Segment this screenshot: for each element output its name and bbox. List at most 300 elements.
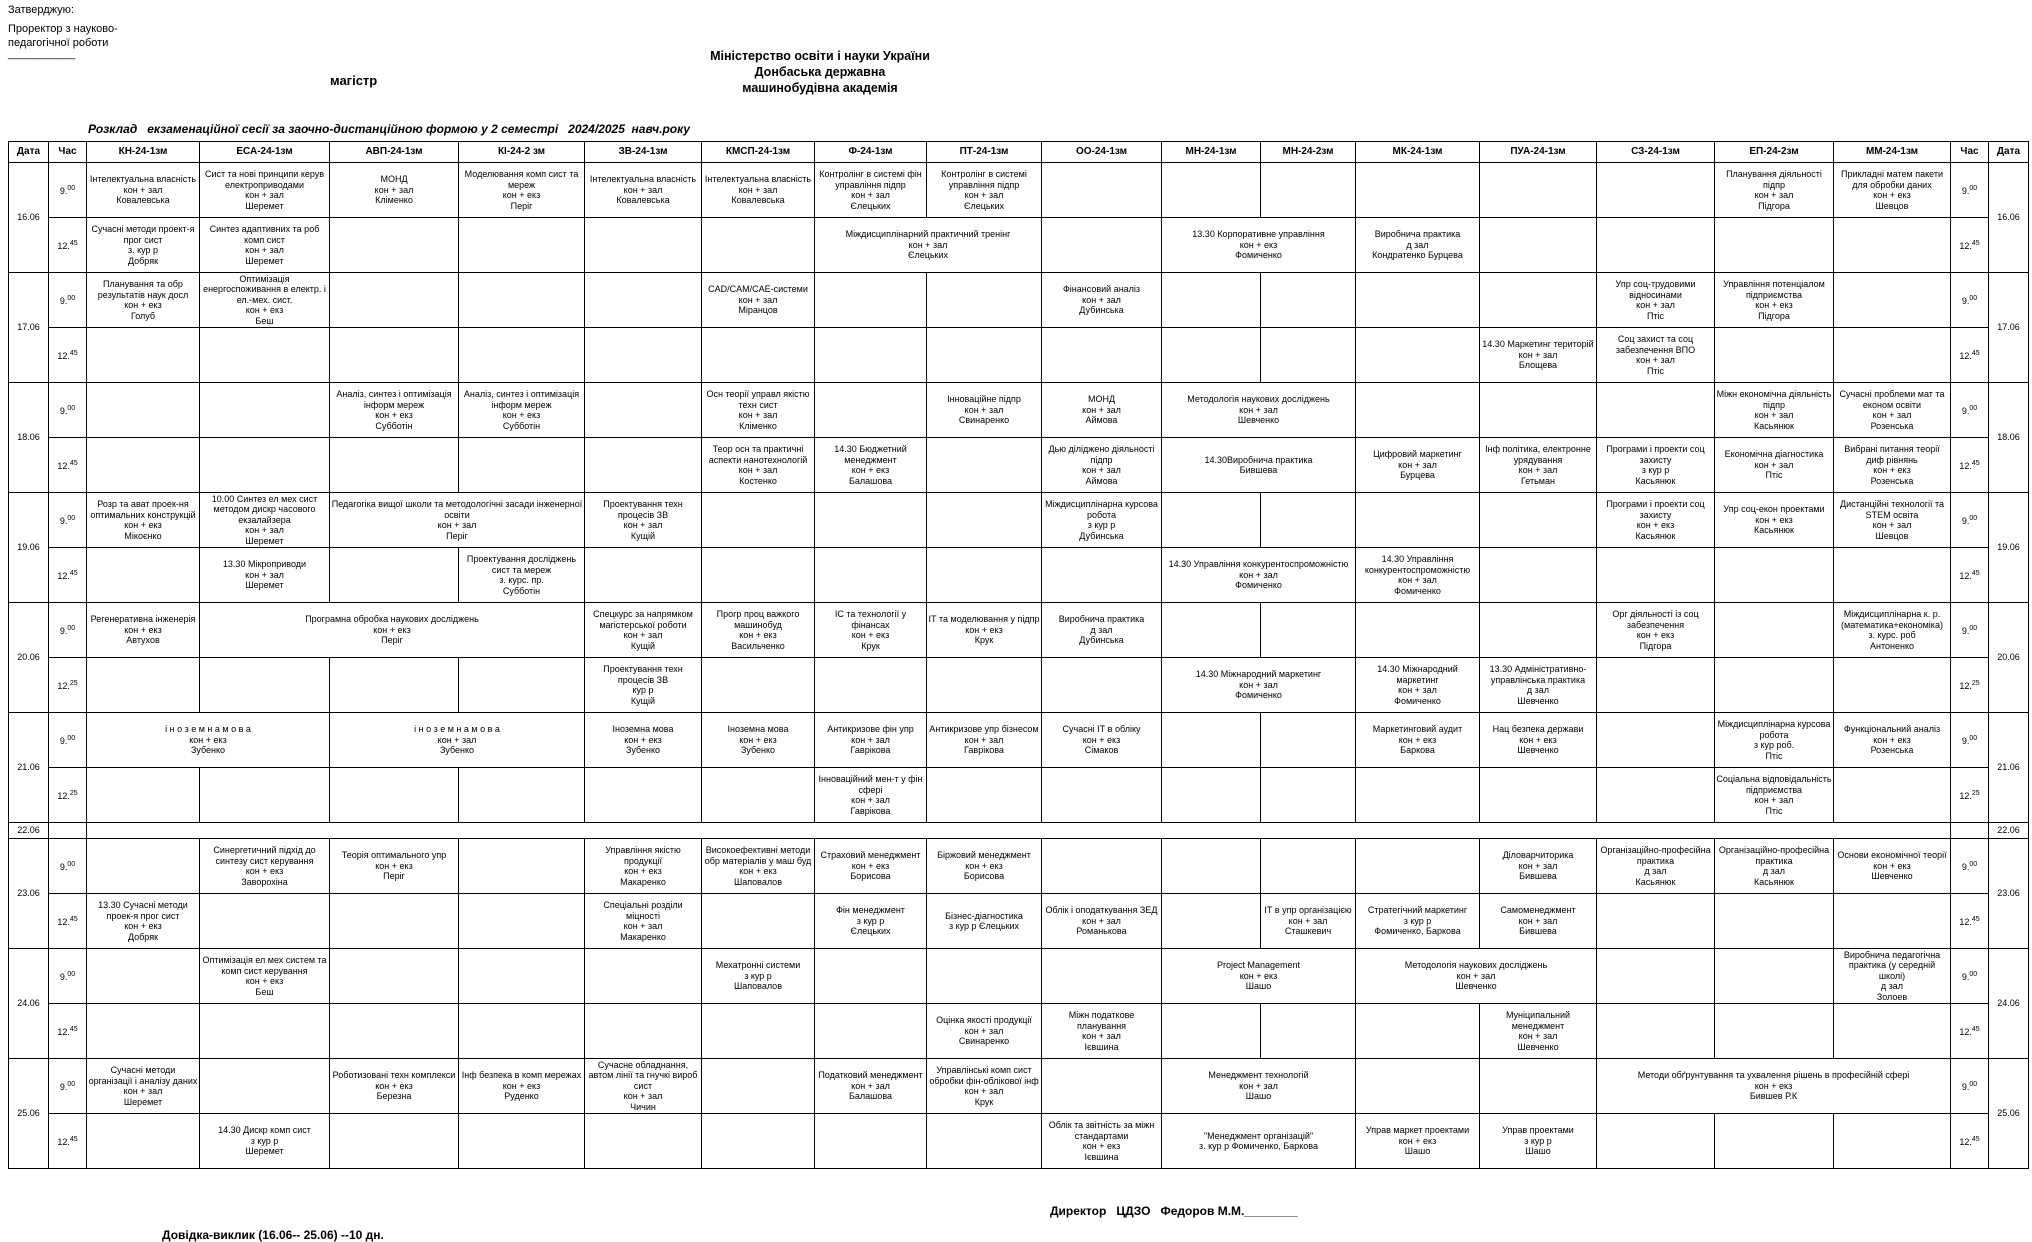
schedule-cell: [815, 548, 927, 603]
schedule-cell: [1042, 713, 1162, 768]
schedule-cell-line: кон + зал: [245, 190, 284, 200]
schedule-cell-line: Менеджмент технологій: [1208, 1070, 1309, 1081]
schedule-cell: [585, 894, 702, 949]
academy-name-line1: Донбаська державна: [754, 65, 886, 79]
schedule-cell: [815, 438, 927, 493]
schedule-cell: [330, 894, 459, 949]
schedule-cell: [200, 603, 585, 658]
schedule-cell-line: кон + зал: [1398, 685, 1437, 695]
schedule-cell: [1597, 658, 1715, 713]
schedule-cell: [1162, 1114, 1356, 1169]
schedule-cell-line: кон + зал: [123, 1086, 163, 1096]
schedule-cell-line: Фінансовий аналіз: [1062, 284, 1141, 295]
header-group-5: КМСП-24-1зм: [702, 142, 815, 163]
exam-schedule-table: [8, 141, 2029, 1169]
schedule-cell-line: МОНД: [380, 174, 408, 185]
schedule-cell-line: кон + екз: [1873, 860, 1911, 871]
schedule-cell: [1042, 1004, 1162, 1059]
schedule-cell-line: Іноземна мова: [612, 724, 674, 735]
schedule-cell: [927, 894, 1042, 949]
schedule-cell: [1834, 839, 1951, 894]
schedule-cell-line: Бізнес-діагностика: [945, 910, 1023, 921]
schedule-cell: [330, 1059, 459, 1114]
time-value: 12.: [57, 570, 70, 581]
schedule-cell: [1715, 1004, 1834, 1059]
schedule-cell-line: Моделювання комп сист та мереж: [464, 169, 579, 190]
schedule-cell: [1597, 839, 1715, 894]
schedule-cell-line: Кліменко: [375, 195, 413, 206]
time-minutes: 00: [1969, 624, 1978, 632]
schedule-cell-line: Основи економічної теорії: [1837, 850, 1947, 861]
time-cell-right: [1951, 328, 1989, 383]
schedule-cell-line: Проектування техн процесів ЗВ: [603, 499, 683, 520]
schedule-cell-line: кон + екз: [124, 921, 162, 931]
schedule-cell-line: Маркетинговий аудит: [1372, 724, 1463, 735]
schedule-cell-line: кон + зал: [245, 245, 284, 255]
schedule-cell: [585, 603, 702, 658]
schedule-cell: [815, 328, 927, 383]
table-row: [9, 548, 2029, 603]
time-minutes: 25: [1971, 789, 1980, 797]
schedule-cell-line: д зал: [1880, 981, 1904, 992]
schedule-cell: [1834, 949, 1951, 1004]
schedule-cell: [87, 273, 200, 328]
schedule-cell-line: Програмна обробка наукових досліджень: [305, 614, 479, 625]
schedule-cell-line: д зал: [1644, 866, 1667, 876]
time-value: 9.: [59, 1081, 68, 1092]
schedule-cell: [459, 768, 585, 823]
time-cell-left: [49, 548, 87, 603]
date-cell-right: 19.06: [1989, 493, 2029, 603]
time-value: 9.: [1961, 861, 1970, 872]
table-row: [9, 1004, 2029, 1059]
schedule-cell-line: Шевченко: [1871, 871, 1913, 882]
time-value: 9.: [59, 735, 68, 746]
schedule-cell: [1480, 163, 1597, 218]
time-value: 12.: [1959, 460, 1972, 471]
schedule-cell: [1480, 768, 1597, 823]
schedule-cell: [87, 949, 200, 1004]
schedule-cell-line: кон + зал: [1082, 465, 1121, 475]
schedule-cell-line: кон + зал: [1398, 459, 1437, 470]
schedule-cell-line: 14.30 Міжнародний маркетинг: [1377, 664, 1458, 685]
time-value: 12.: [57, 350, 70, 361]
schedule-cell: [200, 1004, 330, 1059]
schedule-cell: [702, 839, 815, 894]
time-minutes: 45: [69, 239, 78, 247]
schedule-cell-line: Спеціальні розділи міцності: [603, 900, 683, 921]
schedule-cell-line: Птіс: [1765, 805, 1783, 816]
schedule-cell-line: Мікоєнко: [124, 530, 162, 541]
time-minutes: 25: [69, 679, 78, 687]
schedule-cell: [459, 894, 585, 949]
schedule-cell: [1356, 218, 1480, 273]
schedule-cell: [1480, 1059, 1597, 1114]
schedule-cell: [1356, 894, 1480, 949]
schedule-cell-line: Єлецьких: [963, 200, 1005, 211]
schedule-cell-line: Гаврікова: [850, 745, 891, 756]
schedule-cell-line: Шевченко: [1455, 981, 1497, 992]
schedule-cell-line: Інф політика, електронне урядування: [1485, 444, 1591, 465]
schedule-cell-line: кон + зал: [738, 294, 778, 305]
schedule-cell-line: Аймова: [1085, 415, 1118, 426]
schedule-cell-line: кон + екз: [375, 410, 413, 420]
time-minutes: 00: [67, 734, 76, 742]
schedule-cell-line: кон + екз: [124, 300, 162, 310]
schedule-cell-line: Шевцов: [1875, 530, 1909, 541]
schedule-cell-line: кон + екз: [1398, 1135, 1437, 1146]
schedule-cell: [1480, 548, 1597, 603]
schedule-cell: [1356, 273, 1480, 328]
schedule-cell-line: Сучасне обладнання, автом лінії та гнучкі вироб сист: [588, 1059, 698, 1091]
time-value: 9.: [1961, 1081, 1970, 1092]
schedule-cell: [87, 658, 200, 713]
schedule-cell: [1042, 218, 1162, 273]
schedule-cell: [927, 1114, 1042, 1169]
schedule-cell: [1834, 603, 1951, 658]
schedule-cell-line: Фомиченко: [1394, 695, 1441, 706]
schedule-cell-line: Фомиченко: [1235, 250, 1282, 261]
schedule-cell: [200, 658, 330, 713]
time-cell-right: [1951, 713, 1989, 768]
schedule-cell: [87, 713, 330, 768]
schedule-cell: [585, 273, 702, 328]
schedule-cell: [1356, 1059, 1480, 1114]
time-cell-left: [49, 658, 87, 713]
schedule-cell-line: Інф безпека в комп мережах: [461, 1070, 582, 1081]
schedule-cell-line: Соціальна відповідальність підприємства: [1716, 774, 1832, 795]
header-group-6: Ф-24-1зм: [815, 142, 927, 163]
schedule-cell: [1356, 658, 1480, 713]
table-body: [9, 163, 2029, 1169]
schedule-cell-line: 14.30 Маркетинг територій: [1482, 339, 1594, 350]
header-time: Час: [49, 142, 87, 163]
schedule-cell-line: кон + зал: [1754, 190, 1794, 200]
table-row: [9, 438, 2029, 493]
schedule-cell-line: кон + екз: [851, 465, 890, 475]
schedule-cell-line: Методологія наукових досліджень: [1404, 960, 1548, 971]
schedule-cell: [1480, 658, 1597, 713]
schedule-cell: [87, 1059, 200, 1114]
schedule-cell: [1597, 713, 1715, 768]
schedule-cell-line: Управлінські комп сист обробки фін-облікової інф: [929, 1065, 1039, 1086]
table-row: [9, 713, 2029, 768]
schedule-cell: [585, 218, 702, 273]
schedule-cell-line: Касьянюк: [1754, 525, 1794, 536]
schedule-cell: [1715, 1114, 1834, 1169]
schedule-cell: [1715, 493, 1834, 548]
schedule-cell-line: Облік та звітність за міжн стандартами: [1048, 1120, 1155, 1141]
date-cell: 17.06: [9, 273, 49, 383]
schedule-cell: [1597, 768, 1715, 823]
schedule-cell: [1042, 1059, 1162, 1114]
schedule-cell-line: Організаційно-професійна практика: [1600, 845, 1711, 866]
schedule-cell-line: Підгора: [1758, 310, 1790, 321]
date-cell: 23.06: [9, 839, 49, 949]
header-group-7: ПТ-24-1зм: [927, 142, 1042, 163]
header-group-12: ПУА-24-1зм: [1480, 142, 1597, 163]
schedule-cell: [1042, 328, 1162, 383]
schedule-cell-line: Розенська: [1870, 475, 1914, 486]
schedule-cell-line: Теор осн та практичні аспекти нанотехнологій: [708, 444, 808, 465]
time-minutes: 45: [1971, 349, 1980, 357]
time-cell-left: [49, 1004, 87, 1059]
schedule-cell: [927, 839, 1042, 894]
schedule-cell: [200, 1114, 330, 1169]
schedule-cell: [1597, 1114, 1715, 1169]
schedule-cell-line: Шеремет: [245, 1146, 284, 1157]
schedule-cell-line: Шевцов: [1875, 200, 1909, 211]
schedule-cell-line: Біржовий менеджмент: [937, 850, 1031, 861]
schedule-cell: [702, 548, 815, 603]
schedule-cell-line: Вибрані питання теорії диф рівнянь: [1844, 444, 1940, 465]
schedule-cell-line: Фін менеджмент: [836, 905, 905, 916]
schedule-cell: [330, 163, 459, 218]
schedule-cell-line: Орг діяльності із соц забезпечення: [1612, 609, 1699, 630]
time-minutes: 25: [1971, 679, 1980, 687]
schedule-cell-line: кон + зал: [437, 734, 477, 745]
schedule-cell-line: Шеремет: [123, 1096, 163, 1107]
time-value: 9.: [59, 405, 68, 416]
time-value: 9.: [1961, 625, 1970, 636]
schedule-cell-line: кон + екз: [124, 520, 162, 530]
schedule-cell: [1715, 383, 1834, 438]
schedule-cell: [330, 1004, 459, 1059]
time-cell-left: [49, 823, 87, 839]
schedule-cell: [330, 768, 459, 823]
schedule-cell: [459, 163, 585, 218]
schedule-cell-line: Дью діліджено діяльності підпр: [1048, 444, 1155, 465]
time-minutes: 00: [67, 294, 76, 302]
schedule-cell-line: Синтез адаптивних та роб комп сист: [209, 224, 320, 245]
time-cell-right: [1951, 894, 1989, 949]
schedule-cell-line: і н о з е м н а м о в а: [414, 724, 500, 735]
schedule-cell: [1480, 273, 1597, 328]
schedule-cell: [927, 328, 1042, 383]
schedule-cell-line: Аналіз, синтез і оптимізація інформ мереж: [336, 389, 452, 410]
schedule-cell: [702, 493, 815, 548]
date-cell: 22.06: [9, 823, 49, 839]
schedule-cell: [200, 894, 330, 949]
schedule-cell-line: Субботін: [502, 585, 541, 596]
schedule-cell-line: Шашо: [1245, 981, 1272, 992]
schedule-cell: [815, 894, 927, 949]
schedule-cell: [1480, 383, 1597, 438]
schedule-cell: [330, 658, 459, 713]
schedule-cell-line: Антикризове фін упр: [827, 724, 914, 735]
time-cell-right: [1951, 603, 1989, 658]
time-cell-left: [49, 163, 87, 218]
time-cell-right: [1951, 273, 1989, 328]
schedule-cell-line: кон + екз: [373, 624, 411, 635]
schedule-cell: [1162, 493, 1261, 548]
time-minutes: 45: [1971, 569, 1980, 577]
time-value: 9.: [1961, 295, 1970, 306]
schedule-cell: [1261, 768, 1356, 823]
schedule-cell: [1042, 273, 1162, 328]
schedule-cell-line: Субботін: [375, 420, 413, 431]
schedule-cell-line: Контролінг в системі фін управління підпр: [819, 169, 922, 190]
schedule-cell: [815, 839, 927, 894]
time-minutes: 00: [67, 184, 76, 192]
schedule-cell: [927, 768, 1042, 823]
schedule-subtitle: Розклад екзаменаційної сесії за заочно-дистанційною формою у 2 семестрі 2024/2025 навч.року: [88, 122, 691, 136]
time-cell-right: [1951, 1059, 1989, 1114]
header-group-3: КІ-24-2 зм: [459, 142, 585, 163]
schedule-cell-line: Зубенко: [740, 745, 776, 756]
schedule-cell: [1261, 603, 1356, 658]
schedule-cell-line: Дубинська: [1079, 635, 1124, 646]
schedule-cell-line: Міранцов: [738, 305, 778, 316]
schedule-cell: [1162, 548, 1356, 603]
schedule-cell: [200, 839, 330, 894]
schedule-cell-line: кон + екз: [375, 860, 413, 871]
time-value: 12.: [1959, 570, 1972, 581]
schedule-cell-line: Дубинська: [1079, 305, 1124, 316]
schedule-cell: [1480, 713, 1597, 768]
schedule-cell: [1480, 1114, 1597, 1169]
schedule-cell: [330, 493, 585, 548]
schedule-cell-line: Крук: [974, 1096, 994, 1107]
time-cell-right: [1951, 768, 1989, 823]
table-row: [9, 839, 2029, 894]
time-cell-left: [49, 273, 87, 328]
schedule-cell-line: кон + екз: [851, 630, 890, 640]
schedule-cell-line: Єлецьких: [850, 926, 891, 937]
header-group-15: ММ-24-1зм: [1834, 142, 1951, 163]
time-cell-left: [49, 1059, 87, 1114]
header-group-14: ЕП-24-2зм: [1715, 142, 1834, 163]
date-cell-right: 22.06: [1989, 823, 2029, 839]
schedule-cell-line: Міждисциплінарна курсова робота: [1045, 499, 1158, 520]
time-value: 9.: [1961, 735, 1970, 746]
schedule-cell-line: кон + екз: [502, 410, 541, 420]
director-signature: Директор ЦДЗО Федоров М.М.________: [1050, 1204, 1298, 1218]
header-group-10: МН-24-2зм: [1261, 142, 1356, 163]
schedule-cell-line: Шашо: [1245, 1091, 1272, 1102]
schedule-cell-line: Регенеративна інженерія: [90, 614, 196, 625]
schedule-cell-line: кон + екз: [502, 190, 541, 200]
time-cell-left: [49, 894, 87, 949]
schedule-cell-line: Прогр проц важкого машинобуд: [716, 609, 800, 630]
header-group-2: АВП-24-1зм: [330, 142, 459, 163]
schedule-cell-line: ІС та технології у фінансах: [834, 609, 907, 630]
schedule-cell-line: кон + екз: [965, 624, 1003, 635]
schedule-cell-line: кон + екз: [1755, 300, 1793, 310]
schedule-cell: [330, 383, 459, 438]
schedule-cell-line: кон + екз: [1755, 514, 1793, 525]
schedule-cell-line: Касьянюк: [1754, 876, 1794, 887]
schedule-cell-line: кон + зал: [1288, 915, 1328, 926]
schedule-cell-line: Планування діяльності підпр: [1726, 169, 1822, 190]
time-minutes: 45: [69, 569, 78, 577]
schedule-cell: [1042, 768, 1162, 823]
schedule-cell-line: 14.30Виробнича практика: [1204, 454, 1313, 465]
schedule-cell: [585, 493, 702, 548]
schedule-cell: [1834, 438, 1951, 493]
schedule-cell: [459, 839, 585, 894]
schedule-cell: [927, 949, 1042, 1004]
schedule-cell-line: Податковий менеджмент: [818, 1070, 923, 1081]
schedule-cell-line: Осн теорії управл якістю техн сист: [706, 389, 810, 410]
time-minutes: 00: [67, 404, 76, 412]
schedule-cell-line: Птіс: [1646, 310, 1665, 321]
schedule-cell-line: Сташкевич: [1284, 926, 1332, 937]
time-value: 12.: [1959, 240, 1972, 251]
schedule-cell-line: Васильченко: [731, 640, 785, 651]
schedule-cell-line: Антоненко: [1870, 640, 1914, 651]
schedule-cell: [702, 658, 815, 713]
date-cell-right: 20.06: [1989, 603, 2029, 713]
schedule-cell-line: Інноваційний мен-т у фін сфері: [818, 774, 923, 795]
schedule-cell-line: Шеремет: [245, 535, 284, 546]
table-row: [9, 493, 2029, 548]
schedule-cell-line: Птіс: [1765, 750, 1783, 761]
schedule-cell: [1162, 1059, 1356, 1114]
schedule-cell-line: Фомиченко: [1394, 585, 1441, 596]
schedule-cell-line: Періг: [446, 530, 468, 541]
schedule-cell-line: Дистанційні технології та STEM освіта: [1839, 499, 1945, 520]
schedule-cell: [200, 438, 330, 493]
schedule-cell: [1597, 1059, 1951, 1114]
time-minutes: 25: [69, 789, 78, 797]
schedule-cell-line: Кущій: [630, 695, 656, 706]
date-cell-right: 25.06: [1989, 1059, 2029, 1169]
schedule-cell-line: Підгора: [1758, 200, 1790, 211]
time-cell-right: [1951, 658, 1989, 713]
schedule-cell-line: Ковалевська: [731, 195, 785, 206]
schedule-cell-line: Упр соц-екон проектами: [1723, 504, 1825, 515]
schedule-cell-line: Гетьман: [1521, 475, 1555, 486]
time-value: 12.: [1959, 680, 1972, 691]
schedule-cell: [815, 493, 927, 548]
schedule-cell-line: Свинаренко: [958, 415, 1010, 426]
schedule-cell: [1597, 949, 1715, 1004]
schedule-cell-line: кон + зал: [1239, 1080, 1278, 1091]
schedule-cell: [1162, 328, 1261, 383]
table-row: [9, 768, 2029, 823]
schedule-cell: [1356, 548, 1480, 603]
schedule-cell: [1597, 603, 1715, 658]
schedule-cell-line: Розр та ават проек-ня оптимальних конструкцій: [90, 499, 196, 520]
schedule-cell-line: кон + зал: [623, 921, 663, 931]
schedule-cell-line: Шевченко: [1237, 415, 1280, 426]
schedule-cell: [1162, 1004, 1261, 1059]
schedule-cell-line: кон + екз: [965, 860, 1003, 871]
time-cell-left: [49, 493, 87, 548]
time-value: 9.: [59, 185, 68, 196]
schedule-cell: [1261, 328, 1356, 383]
table-row: [9, 218, 2029, 273]
schedule-cell: [330, 949, 459, 1004]
schedule-cell-line: Свинаренко: [958, 1036, 1010, 1047]
schedule-cell-line: Руденко: [504, 1091, 539, 1102]
schedule-cell: [927, 548, 1042, 603]
time-cell-right: [1951, 383, 1989, 438]
schedule-cell-line: Сімаков: [1084, 745, 1119, 756]
table-row: [9, 163, 2029, 218]
schedule-cell: [1834, 493, 1951, 548]
schedule-cell-line: кон + зал: [1082, 404, 1121, 415]
schedule-cell: [702, 383, 815, 438]
schedule-cell: [459, 328, 585, 383]
schedule-cell: [459, 1059, 585, 1114]
schedule-cell: [1715, 328, 1834, 383]
schedule-cell: [1042, 163, 1162, 218]
schedule-cell: [459, 383, 585, 438]
schedule-cell-line: кон + зал: [1754, 459, 1794, 470]
schedule-cell-line: кон + зал: [1082, 1031, 1121, 1041]
